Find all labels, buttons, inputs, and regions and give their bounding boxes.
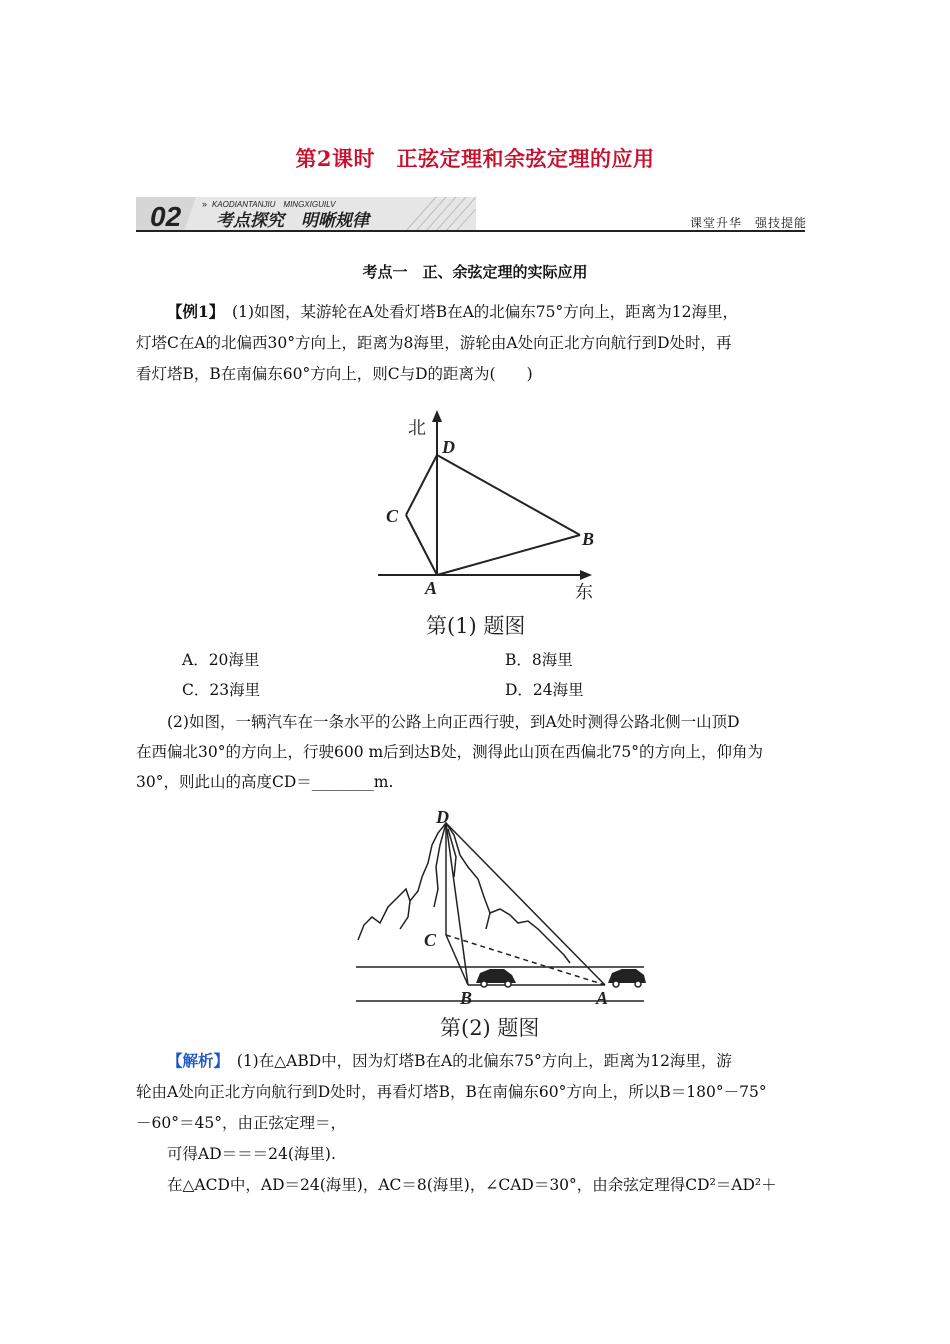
car-icon (608, 969, 646, 987)
analysis-label: 【解析】 (167, 1051, 222, 1070)
fig2-label-a: A (596, 988, 609, 1008)
fig1-east-label: 东 (575, 582, 593, 603)
option-c: C．23海里 (182, 681, 261, 699)
fig1-north-label: 北 (408, 418, 426, 439)
q2-line-3: 30°，则此山的高度CD＝________m. (136, 773, 394, 791)
fig1-label-b: B (582, 529, 595, 549)
page-title: 第2课时 正弦定理和余弦定理的应用 (295, 146, 655, 171)
banner-label: 考点探究 明晰规律 (216, 211, 369, 231)
option-b: B．8海里 (505, 651, 573, 669)
fig1-label-d: D (442, 437, 455, 457)
fig2-label-c: C (424, 930, 437, 950)
example-label: 【例1】 (167, 302, 217, 321)
example-line-3: 看灯塔B，B在南偏东60°方向上，则C与D的距离为( ) (136, 365, 533, 383)
q2-line-2: 在西偏北30°的方向上，行驶600 m后到达B处，测得此山顶在西偏北75°的方向上，仰角为 (136, 743, 764, 761)
svg-text:»: » (202, 199, 208, 209)
analysis-line-4: 可得AD＝＝＝24(海里). (167, 1145, 336, 1163)
banner-number: 02 (150, 201, 182, 231)
example-line-2: 灯塔C在A的北偏西30°方向上，距离为8海里，游轮由A处向正北方向航行到D处时，再 (136, 334, 732, 352)
option-d: D．24海里 (505, 681, 584, 699)
section-banner (136, 195, 476, 231)
fig1-label-c: C (386, 506, 399, 526)
option-a: A．20海里 (182, 651, 260, 669)
fig2-label-d: D (436, 807, 449, 827)
figure-1 (370, 410, 610, 645)
q2-line-1: (2)如图，一辆汽车在一条水平的公路上向正西行驶，到A处时测得公路北侧一山顶D (167, 713, 740, 731)
fig2-caption: 第(2) 题图 (440, 1016, 540, 1040)
analysis-line-2: 轮由A处向正北方向航行到D处时，再看灯塔B，B在南偏东60°方向上，所以B＝180°－75° (136, 1083, 767, 1101)
fig1-caption: 第(1) 题图 (426, 614, 526, 638)
fig1-label-a: A (425, 578, 438, 598)
example-line-1: 【例1】 (1)如图，某游轮在A处看灯塔B在A的北偏东75°方向上，距离为12海里， (167, 302, 738, 321)
section-heading: 考点一 正、余弦定理的实际应用 (362, 263, 588, 281)
figure-2 (350, 805, 650, 1045)
banner-pinyin: KAODIANTANJIU MINGXIGUILV (212, 200, 336, 209)
banner-right-tag: 课堂升华 强技提能 (690, 216, 808, 230)
analysis-line-5: 在△ACD中，AD＝24(海里)，AC＝8(海里)，∠CAD＝30°，由余弦定理得CD²＝AD²＋ (167, 1176, 777, 1194)
analysis-line-3: －60°＝45°，由正弦定理＝， (136, 1114, 346, 1132)
analysis-line-1: 【解析】 (1)在△ABD中，因为灯塔B在A的北偏东75°方向上，距离为12海里，游 (167, 1051, 732, 1070)
fig2-label-b: B (460, 988, 473, 1008)
